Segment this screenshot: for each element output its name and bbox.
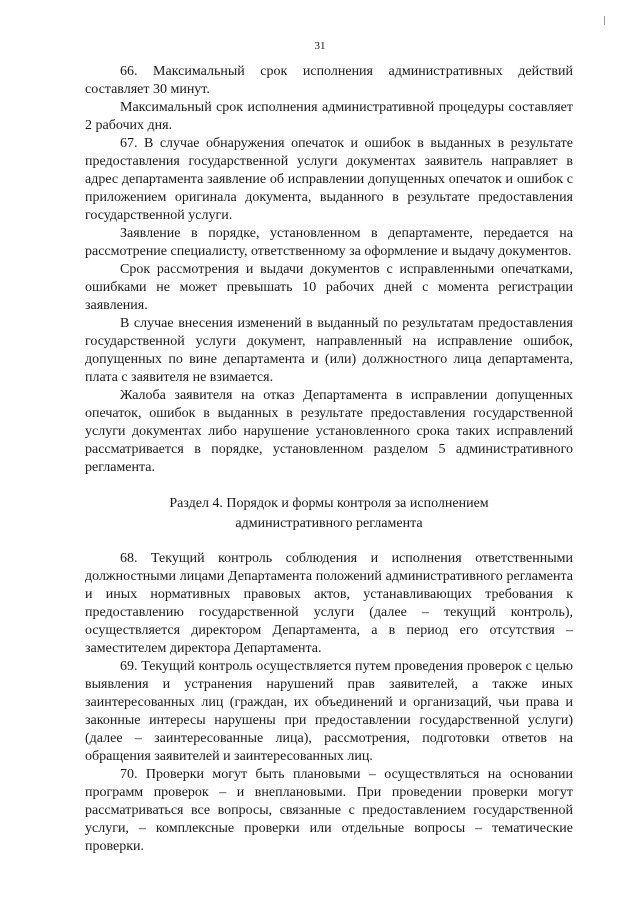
section-heading-line1: Раздел 4. Порядок и формы контроля за исполнением <box>169 496 489 511</box>
scan-mark <box>604 16 605 25</box>
paragraph-66: 66. Максимальный срок исполнения административных действий составляет 30 минут. <box>85 64 573 97</box>
section-heading-line2: административного регламента <box>235 516 423 531</box>
paragraph-70: 70. Проверки могут быть плановыми – осуществляться на основании программ проверок – и внеплановыми. При проведении проверки могут рассматриваться все вопросы, связанные с предоставлением государственной услуги, – комплексные проверки или отдельные вопросы – тематические проверки. <box>85 767 573 854</box>
page-number: 31 <box>314 40 326 52</box>
paragraphs-bottom <box>85 550 573 856</box>
paragraphs-top <box>85 63 573 477</box>
paragraph-67: 67. В случае обнаружения опечаток и ошибок в выданных в результате предоставления государственной услуги документах заявитель направляет в адрес департамента заявление об исправлении допущенных опечаток и ошибок с приложением оригинала документа, выданного в результате предоставления государственной услуги. <box>85 136 573 223</box>
paragraph-69: 69. Текущий контроль осуществляется путем проведения проверок с целью выявления и устранения нарушений прав заявителей, а также иных заинтересованных лиц (граждан, их объединений и организаций, чьи права и законные интересы нарушены при предоставлении государственной услуги) (далее – заинтересованные лица), рассмотрения, подготовки ответов на обращения заявителей и заинтересованных лиц. <box>85 659 573 764</box>
paragraph-correction-term: Срок рассмотрения и выдачи документов с исправленными опечатками, ошибками не может превышать 10 рабочих дней с момента регистрации заявления. <box>85 262 573 313</box>
paragraph-application-transfer: Заявление в порядке, установленном в департаменте, передается на рассмотрение специалисту, ответственному за оформление и выдачу документов. <box>85 226 573 259</box>
paragraph-68: 68. Текущий контроль соблюдения и исполнения ответственными должностными лицами Департамента положений административного регламента и иных нормативных правовых актов, устанавливающих требования к предоставлению государственной услуги (далее – текущий контроль), осуществляется директором Департамента, а в период его отсутствия – заместителем директора Департамента. <box>85 551 573 656</box>
section-heading <box>85 494 573 534</box>
paragraph-no-fee: В случае внесения изменений в выданный по результатам предоставления государственной услуги документ, направленный на исправление ошибок, допущенных по вине департамента и (или) должностного лица департамента, плата с заявителя не взимается. <box>85 316 573 385</box>
paragraph-complaint: Жалоба заявителя на отказ Департамента в исправлении допущенных опечаток, ошибок в выданных в результате предоставления государственной услуги документах либо нарушение установленного срока таких исправлений рассматривается в порядке, установленном разделом 5 административного регламента. <box>85 388 573 475</box>
paragraph-max-procedure: Максимальный срок исполнения административной процедуры составляет 2 рабочих дня. <box>85 100 573 133</box>
